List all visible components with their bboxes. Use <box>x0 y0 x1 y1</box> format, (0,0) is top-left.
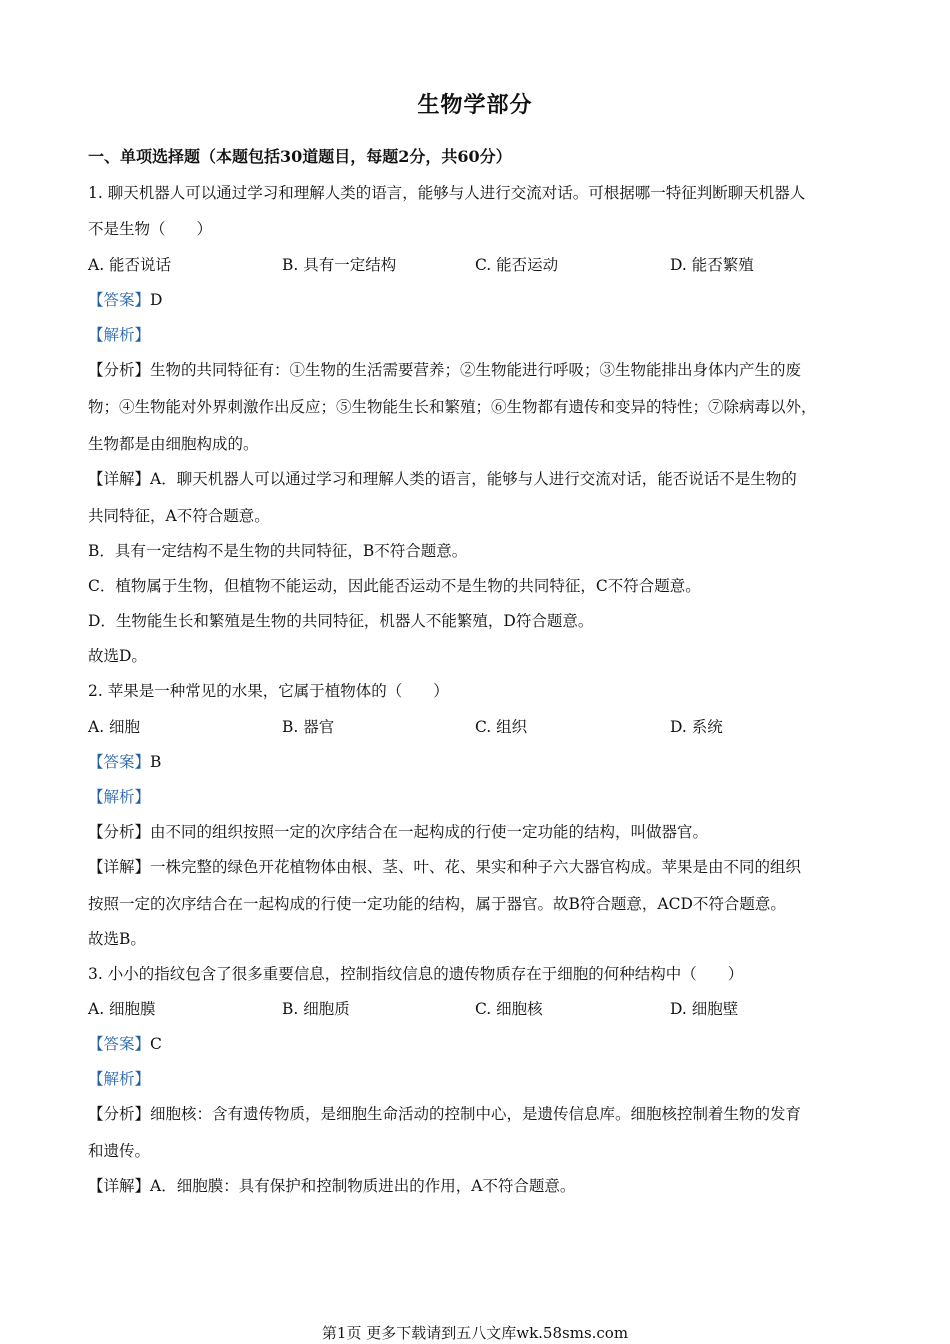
question-2-option-b: B. 器官 <box>282 718 335 736</box>
question-2-conclusion: 故选B。 <box>88 930 146 948</box>
xiangjie-tag: 【详解】 <box>88 1177 151 1195</box>
xiangjie-tag: 【详解】 <box>88 470 151 488</box>
question-1-analysis-tag: 【解析】 <box>88 326 151 344</box>
answer-tag: 【答案】 <box>88 753 151 771</box>
question-1-fenxi-line-3: 生物都是由细胞构成的。 <box>88 435 259 453</box>
question-2-xiangjie-line-1: 【详解】一株完整的绿色开花植物体由根、茎、叶、花、果实和种子六大器官构成。苹果是由不同的组织 <box>88 858 802 876</box>
question-1-xiangjie-line-3: B．具有一定结构不是生物的共同特征，B不符合题意。 <box>88 542 468 560</box>
question-3-option-b: B. 细胞质 <box>282 1000 350 1018</box>
question-1-fenxi-line-1: 【分析】生物的共同特征有：①生物的生活需要营养；②生物能进行呼吸；③生物能排出身体内产生的废 <box>88 361 802 379</box>
question-3-option-d: D. 细胞壁 <box>670 1000 739 1018</box>
question-1-xiangjie-line-2: 共同特征，A不符合题意。 <box>88 507 270 525</box>
question-1-xiangjie-line-4: C．植物属于生物，但植物不能运动，因此能否运动不是生物的共同特征，C不符合题意。 <box>88 577 701 595</box>
question-2-answer <box>88 751 868 773</box>
question-3-answer <box>88 1033 868 1055</box>
fenxi-tag: 【分析】 <box>88 823 151 841</box>
question-1-xiangjie-line-1: 【详解】A．聊天机器人可以通过学习和理解人类的语言，能够与人进行交流对话，能否说话不是生物的 <box>88 470 797 488</box>
fenxi-tag: 【分析】 <box>88 361 151 379</box>
xiangjie-tag: 【详解】 <box>88 858 151 876</box>
question-2-option-a: A. 细胞 <box>88 718 141 736</box>
question-1-option-a: A. 能否说话 <box>88 256 172 274</box>
question-1-option-d: D. 能否繁殖 <box>670 256 754 274</box>
answer-value: C <box>150 1035 162 1053</box>
question-2-stem: 2. 苹果是一种常见的水果，它属于植物体的（ ） <box>88 682 449 700</box>
section-heading: 一、单项选择题（本题包括30道题目，每题2分，共60分） <box>88 147 512 166</box>
question-3-stem: 3. 小小的指纹包含了很多重要信息，控制指纹信息的遗传物质存在于细胞的何种结构中（ ） <box>88 965 744 983</box>
answer-tag: 【答案】 <box>88 1035 151 1053</box>
question-3-fenxi-line-1: 【分析】细胞核：含有遗传物质，是细胞生命活动的控制中心，是遗传信息库。细胞核控制着生物的发育 <box>88 1105 802 1123</box>
question-2-analysis-tag: 【解析】 <box>88 788 151 806</box>
question-1-stem-line-2: 不是生物（ ） <box>88 220 213 238</box>
question-3-option-c: C. 细胞核 <box>475 1000 543 1018</box>
question-2-option-d: D. 系统 <box>670 718 723 736</box>
question-2-fenxi-line-1: 【分析】由不同的组织按照一定的次序结合在一起构成的行使一定功能的结构，叫做器官。 <box>88 823 709 841</box>
question-1-option-c: C. 能否运动 <box>475 256 559 274</box>
answer-value: D <box>150 291 163 309</box>
answer-tag: 【答案】 <box>88 291 151 309</box>
answer-value: B <box>150 753 162 771</box>
question-1-stem-line-1: 1. 聊天机器人可以通过学习和理解人类的语言，能够与人进行交流对话。可根据哪一特征判断聊天机器人 <box>88 184 806 202</box>
question-3-analysis-tag: 【解析】 <box>88 1070 151 1088</box>
question-2-option-c: C. 组织 <box>475 718 528 736</box>
question-1-option-b: B. 具有一定结构 <box>282 256 397 274</box>
fenxi-tag: 【分析】 <box>88 1105 151 1123</box>
question-1-answer <box>88 289 868 311</box>
question-2-xiangjie-line-2: 按照一定的次序结合在一起构成的行使一定功能的结构，属于器官。故B符合题意，ACD不符合题意。 <box>88 895 786 913</box>
question-1-conclusion: 故选D。 <box>88 647 147 665</box>
question-1-xiangjie-line-5: D．生物能生长和繁殖是生物的共同特征，机器人不能繁殖，D符合题意。 <box>88 612 594 630</box>
question-3-option-a: A. 细胞膜 <box>88 1000 156 1018</box>
question-3-xiangjie-line-1: 【详解】A．细胞膜：具有保护和控制物质进出的作用，A不符合题意。 <box>88 1177 576 1195</box>
page-title: 生物学部分 <box>417 92 533 118</box>
question-3-fenxi-line-2: 和遗传。 <box>88 1142 151 1160</box>
question-1-fenxi-line-2: 物；④生物能对外界刺激作出反应；⑤生物能生长和繁殖；⑥生物都有遗传和变异的特性；⑦除病毒以外， <box>88 398 817 416</box>
page-footer: 第1页 更多下载请到五八文库wk.58sms.com <box>321 1324 629 1342</box>
